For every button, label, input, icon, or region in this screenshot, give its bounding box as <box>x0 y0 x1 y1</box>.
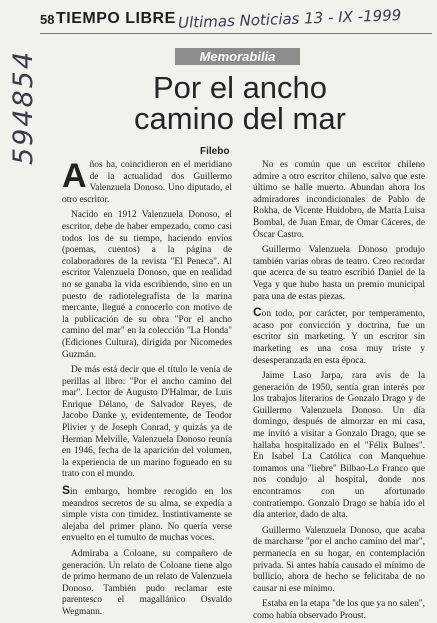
paragraph: Nacido en 1912 Valenzuela Donoso, el escritor, debe de haber empezado, como casi todos los de su tiempo, haciendo envíos (poemas, cuentos) a la página de colaboradores de la revista "El Peneca". Al escritor Valenzuela Donoso, que en realidad no se ganaba la vida escribiendo, sino en un puesto de radiotelegrafista de la marina mercante, llegué a conocerlo con motivo de la publicación de su obra "Por el ancho camino del mar" en la colección "La Honda" (Ediciones Cultura), dirigida por Nicomedes Guzmán. <box>62 210 232 360</box>
paragraph: Guillermo Valenzuela Donoso, que acaba de marcharse "por el ancho camino del mar", permanecía en su hogar, en contemplación privada. Si antes había causado el mínimo de bullicio, ahora de hecho se felicitaba de no causar ni ese mínimo. <box>253 525 425 594</box>
article-headline: Por el ancho camino del mar <box>134 70 346 136</box>
article-column-left <box>62 157 232 617</box>
paragraph-text: ños ha, coincidieron en el meridiano de la actualidad dos Guillermo Valenzuela Donoso. Uno diputado, el otro escritor. <box>62 160 232 205</box>
page-number: 58 <box>40 12 55 27</box>
paragraph-text: on todo, por carácter, por temperamento, acaso por convicción y doctrina, fue un escritor sin marketing. Y un escritor sin marketing es una cosa muy triste y desesperanzada en esta época. <box>253 309 425 366</box>
section-title: TIEMPO LIBRE <box>56 10 176 27</box>
paragraph <box>253 307 425 367</box>
paragraph: Guillermo Valenzuela Donoso produjo también varias obras de teatro. Creo recordar que acerca de su teatro escribió Daniel de la Vega y que hubo hasta un premio municipal para una de estas piezas. <box>253 245 425 302</box>
handwritten-source-date: Ultimas Noticias 13 - IX -1999 <box>177 6 402 32</box>
column-label: Memorabilia <box>175 48 300 65</box>
paragraph-text: in embargo, hombre recogido en los meandros secretos de su alma, se expedía a simple vista con timidez. Instintivamente se alejaba del primer plano. No quería verse envuelto en el tumulto de muchas voces. <box>62 487 232 544</box>
section-initial: S <box>62 483 71 498</box>
paragraph <box>62 485 232 545</box>
paragraph: Admiraba a Coloane, su compañero de generación. Un relato de Coloane tiene algo de primo hermano de un relato de Valenzuela Donoso. También pudo reclamar este parentesco el magallánico Osvaldo Wegmann. <box>62 549 232 617</box>
article-byline: Filebo <box>200 146 230 157</box>
paragraph: No es común que un escritor chileno admire a otro escritor chileno, salvo que este último se halle muerto. Abundan ahora los admiradores incondicionales de Pablo de Rokha, de Vicente Huidobro, de María Luisa Bombal, de Juan Emar, de Omar Cáceres, de Óscar Castro. <box>253 160 425 240</box>
article-column-right <box>253 160 425 621</box>
section-initial: C <box>253 305 262 320</box>
archive-number-handwritten: 594854 <box>8 49 40 166</box>
drop-cap: A <box>62 157 87 195</box>
paragraph: Jaime Laso Jarpa, rara avis de la generación de 1950, sentía gran interés por los trabajos literarios de Gonzalo Drago y de Guillermo Valenzuela Donoso. Un día domingo, después de almorzar en mi casa, me invitó a visitar a Gonzalo Drago, que se hallaba hospitalizado en el "Félix Bulnes". En Isabel La Católica con Manquehue tomamos una "liebre" Bilbao-Lo Franco que nos condujo al hospital, donde nos encontramos con un afortunado contratiempo. Gonzalo Drago se había ido el día anterior, dado de alta. <box>253 371 425 521</box>
paragraph: Estaba en la etapa "de los que ya no salen", como había observado Proust. <box>253 599 425 621</box>
paragraph <box>62 157 232 206</box>
header-divider <box>40 33 432 34</box>
paragraph: De más está decir que el título le venía de perillas al libro: "Por el ancho camino del mar". Lector de Augusto D'Halmar, de Luis Enrique Délano, de Salvador Reyes, de Jacobo Danke y, evidentemente, de Teodor Plivier y de Joseph Conrad, y quizás ya de Herman Melville, Valenzuela Donoso reunía en 1946, fecha de la aparición del volumen, la experiencia de un marino fogueado en su trato con el mundo. <box>62 365 232 480</box>
page-header <box>40 6 432 32</box>
